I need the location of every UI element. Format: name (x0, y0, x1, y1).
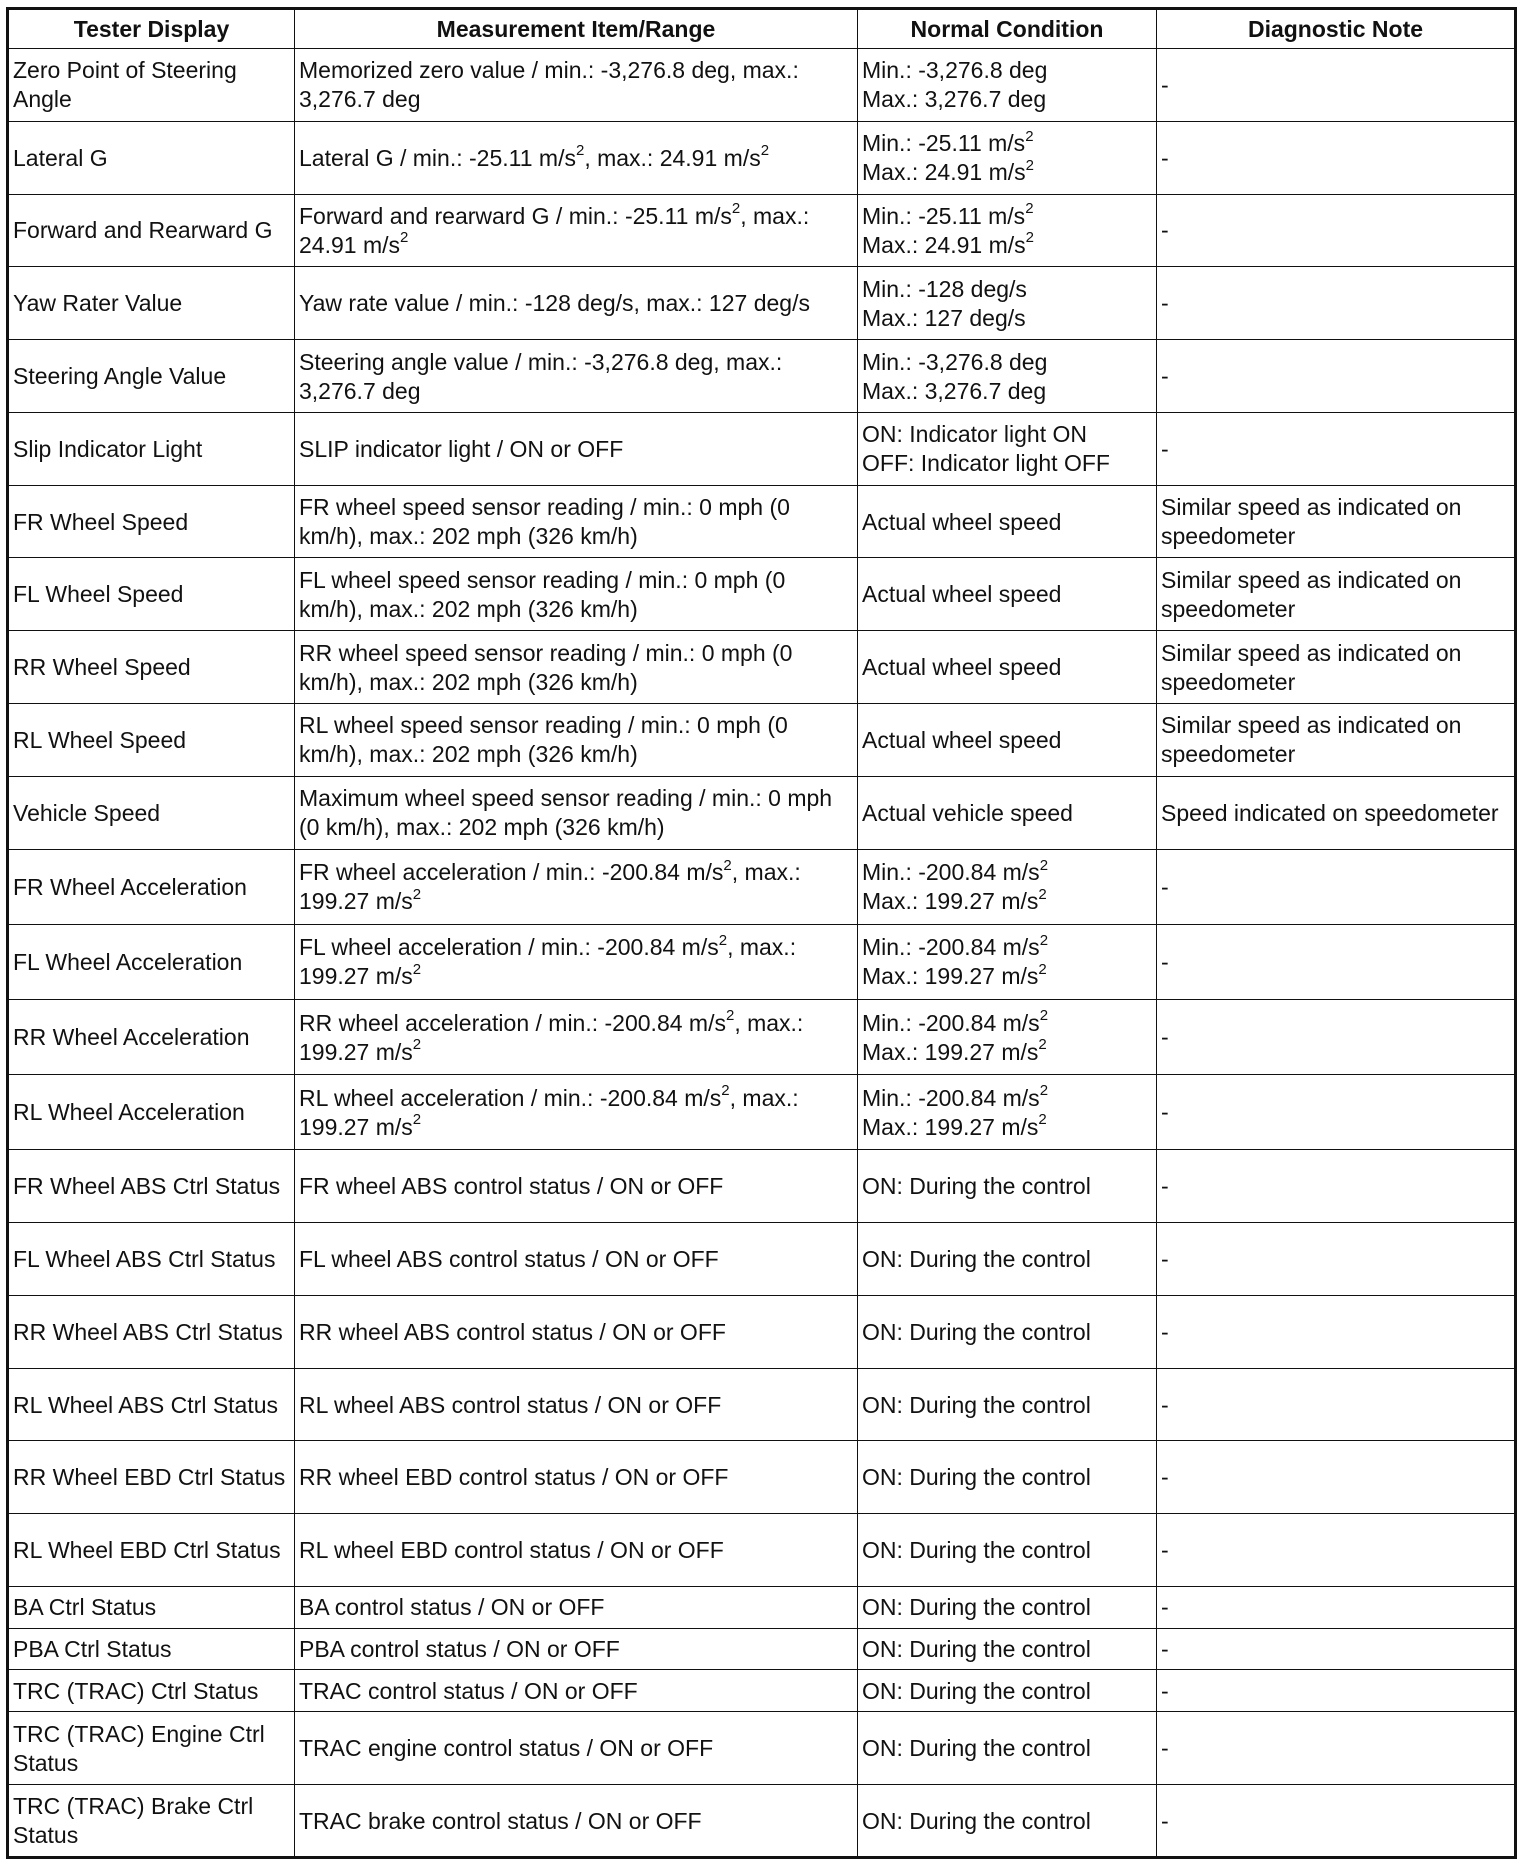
normal-condition-line: Max.: 127 deg/s (862, 304, 1026, 331)
cell-measurement-item: Forward and rearward G / min.: -25.11 $m/s^2$, max.: 24.91 $m/s^2$ (295, 194, 858, 267)
cell-measurement-item: TRAC engine control status / ON or OFF (295, 1712, 858, 1785)
cell-tester-display: Steering Angle Value (8, 340, 295, 413)
cell-measurement-item: Yaw rate value / min.: -128 deg/s, max.: 127 deg/s (295, 267, 858, 340)
cell-normal-condition (858, 1368, 1157, 1441)
table-row (8, 776, 1516, 849)
cell-diagnostic-note: Similar speed as indicated on speedometer (1157, 704, 1516, 777)
cell-normal-condition (858, 194, 1157, 267)
normal-condition-line: Min.: -3,276.8 deg (862, 57, 1048, 84)
normal-condition-line: Min.: -200.84 $m/s^2$ (862, 1082, 1049, 1111)
cell-measurement-item: TRAC brake control status / ON or OFF (295, 1785, 858, 1858)
cell-tester-display: Yaw Rater Value (8, 267, 295, 340)
cell-diagnostic-note: - (1157, 1368, 1516, 1441)
normal-condition-line: Max.: 199.27 $m/s^2$ (862, 885, 1047, 915)
cell-normal-condition (858, 1628, 1157, 1670)
normal-condition-line: ON: During the control (862, 1391, 1091, 1418)
cell-diagnostic-note: Speed indicated on speedometer (1157, 776, 1516, 849)
normal-condition-line: Min.: -25.11 $m/s^2$ (862, 200, 1034, 229)
cell-diagnostic-note: Similar speed as indicated on speedometer (1157, 631, 1516, 704)
cell-diagnostic-note: - (1157, 1712, 1516, 1785)
cell-tester-display: FR Wheel Speed (8, 485, 295, 558)
cell-measurement-item: RL wheel acceleration / min.: -200.84 $m/s^2$, max.: 199.27 $m/s^2$ (295, 1075, 858, 1150)
cell-tester-display: Slip Indicator Light (8, 412, 295, 485)
cell-normal-condition (858, 924, 1157, 999)
normal-condition-line: Max.: 24.91 $m/s^2$ (862, 156, 1034, 186)
cell-tester-display: RR Wheel Acceleration (8, 999, 295, 1074)
cell-normal-condition (858, 1514, 1157, 1587)
table-row (8, 558, 1516, 631)
cell-normal-condition (858, 49, 1157, 122)
cell-diagnostic-note: - (1157, 924, 1516, 999)
normal-condition-line: Min.: -25.11 $m/s^2$ (862, 127, 1034, 157)
header-measurement-item: Measurement Item/Range (295, 9, 858, 49)
normal-condition-line: ON: During the control (862, 1245, 1091, 1272)
cell-tester-display: TRC (TRAC) Engine Ctrl Status (8, 1712, 295, 1785)
cell-diagnostic-note: - (1157, 1223, 1516, 1296)
normal-condition-line: Min.: -200.84 $m/s^2$ (862, 1006, 1049, 1036)
cell-tester-display: Forward and Rearward G (8, 194, 295, 267)
cell-normal-condition (858, 1785, 1157, 1858)
cell-tester-display: RR Wheel EBD Ctrl Status (8, 1441, 295, 1514)
cell-tester-display: PBA Ctrl Status (8, 1628, 295, 1670)
cell-normal-condition (858, 999, 1157, 1074)
table-body (8, 49, 1516, 1858)
table-row (8, 1514, 1516, 1587)
cell-measurement-item: RR wheel EBD control status / ON or OFF (295, 1441, 858, 1514)
header-row (8, 9, 1516, 49)
table-row (8, 49, 1516, 122)
normal-condition-line: Actual wheel speed (862, 508, 1062, 535)
cell-measurement-item: FR wheel acceleration / min.: -200.84 $m/s^2$, max.: 199.27 $m/s^2$ (295, 849, 858, 924)
cell-measurement-item: TRAC control status / ON or OFF (295, 1670, 858, 1712)
cell-measurement-item: BA control status / ON or OFF (295, 1586, 858, 1628)
cell-measurement-item: Lateral G / min.: -25.11 $m/s^2$, max.: 24.91 $m/s^2$ (295, 121, 858, 194)
cell-diagnostic-note: - (1157, 1295, 1516, 1368)
normal-condition-line: Min.: -200.84 $m/s^2$ (862, 931, 1049, 961)
header-diagnostic-note: Diagnostic Note (1157, 9, 1516, 49)
cell-measurement-item: FL wheel acceleration / min.: -200.84 $m/s^2$, max.: 199.27 $m/s^2$ (295, 924, 858, 999)
cell-normal-condition (858, 1223, 1157, 1296)
cell-tester-display: TRC (TRAC) Ctrl Status (8, 1670, 295, 1712)
cell-normal-condition (858, 1670, 1157, 1712)
data-list-page (6, 7, 1514, 1859)
normal-condition-line: Max.: 24.91 $m/s^2$ (862, 229, 1034, 258)
table-row (8, 194, 1516, 267)
normal-condition-line: ON: During the control (862, 1807, 1091, 1834)
normal-condition-line: Max.: 3,276.7 deg (862, 377, 1047, 404)
table-row (8, 924, 1516, 999)
cell-normal-condition (858, 849, 1157, 924)
cell-diagnostic-note: - (1157, 849, 1516, 924)
cell-measurement-item: Memorized zero value / min.: -3,276.8 deg, max.: 3,276.7 deg (295, 49, 858, 122)
table-row (8, 412, 1516, 485)
normal-condition-line: Min.: -200.84 $m/s^2$ (862, 856, 1049, 886)
cell-diagnostic-note: - (1157, 1441, 1516, 1514)
cell-normal-condition (858, 340, 1157, 413)
table-row (8, 1712, 1516, 1785)
table-row (8, 1785, 1516, 1858)
normal-condition-line: ON: During the control (862, 1677, 1091, 1704)
cell-measurement-item: SLIP indicator light / ON or OFF (295, 412, 858, 485)
cell-diagnostic-note: - (1157, 999, 1516, 1074)
cell-diagnostic-note: - (1157, 121, 1516, 194)
cell-measurement-item: PBA control status / ON or OFF (295, 1628, 858, 1670)
cell-tester-display: RR Wheel ABS Ctrl Status (8, 1295, 295, 1368)
cell-diagnostic-note: Similar speed as indicated on speedometer (1157, 558, 1516, 631)
header-normal-condition: Normal Condition (858, 9, 1157, 49)
table-row (8, 267, 1516, 340)
table-row (8, 1586, 1516, 1628)
cell-measurement-item: FR wheel speed sensor reading / min.: 0 mph (0 km/h), max.: 202 mph (326 km/h) (295, 485, 858, 558)
table-row (8, 121, 1516, 194)
normal-condition-line: ON: During the control (862, 1594, 1091, 1621)
cell-normal-condition (858, 558, 1157, 631)
cell-tester-display: FR Wheel ABS Ctrl Status (8, 1150, 295, 1223)
cell-diagnostic-note: - (1157, 1075, 1516, 1150)
cell-normal-condition (858, 1586, 1157, 1628)
data-list-table (6, 7, 1517, 1859)
cell-diagnostic-note: - (1157, 1785, 1516, 1858)
cell-measurement-item: RR wheel ABS control status / ON or OFF (295, 1295, 858, 1368)
cell-tester-display: BA Ctrl Status (8, 1586, 295, 1628)
normal-condition-line: Max.: 199.27 $m/s^2$ (862, 1035, 1047, 1065)
cell-diagnostic-note: - (1157, 340, 1516, 413)
cell-diagnostic-note: - (1157, 1586, 1516, 1628)
cell-measurement-item: RL wheel ABS control status / ON or OFF (295, 1368, 858, 1441)
normal-condition-line: Min.: -3,276.8 deg (862, 348, 1048, 375)
cell-normal-condition (858, 267, 1157, 340)
cell-normal-condition (858, 121, 1157, 194)
table-row (8, 1368, 1516, 1441)
cell-tester-display: RL Wheel EBD Ctrl Status (8, 1514, 295, 1587)
cell-normal-condition (858, 631, 1157, 704)
cell-normal-condition (858, 704, 1157, 777)
cell-tester-display: RR Wheel Speed (8, 631, 295, 704)
cell-diagnostic-note: - (1157, 1670, 1516, 1712)
normal-condition-line: Max.: 199.27 $m/s^2$ (862, 960, 1047, 990)
cell-tester-display: Vehicle Speed (8, 776, 295, 849)
normal-condition-line: Max.: 3,276.7 deg (862, 86, 1047, 113)
cell-normal-condition (858, 412, 1157, 485)
cell-measurement-item: RL wheel speed sensor reading / min.: 0 mph (0 km/h), max.: 202 mph (326 km/h) (295, 704, 858, 777)
cell-diagnostic-note: - (1157, 412, 1516, 485)
cell-normal-condition (858, 1075, 1157, 1150)
cell-measurement-item: RR wheel acceleration / min.: -200.84 $m/s^2$, max.: 199.27 $m/s^2$ (295, 999, 858, 1074)
cell-diagnostic-note: Similar speed as indicated on speedometer (1157, 485, 1516, 558)
cell-tester-display: RL Wheel Acceleration (8, 1075, 295, 1150)
normal-condition-line: ON: During the control (862, 1636, 1091, 1663)
cell-tester-display: FR Wheel Acceleration (8, 849, 295, 924)
cell-diagnostic-note: - (1157, 194, 1516, 267)
normal-condition-line: Actual vehicle speed (862, 799, 1073, 826)
normal-condition-line: ON: During the control (862, 1173, 1091, 1200)
table-row (8, 1150, 1516, 1223)
cell-normal-condition (858, 485, 1157, 558)
normal-condition-line: ON: Indicator light ON (862, 421, 1087, 448)
normal-condition-line: Min.: -128 deg/s (862, 275, 1027, 302)
cell-tester-display: FL Wheel ABS Ctrl Status (8, 1223, 295, 1296)
table-row (8, 631, 1516, 704)
cell-normal-condition (858, 1441, 1157, 1514)
cell-tester-display: Zero Point of Steering Angle (8, 49, 295, 122)
cell-measurement-item: Steering angle value / min.: -3,276.8 deg, max.: 3,276.7 deg (295, 340, 858, 413)
table-row (8, 340, 1516, 413)
table-row (8, 485, 1516, 558)
table-row (8, 1075, 1516, 1150)
cell-tester-display: FL Wheel Speed (8, 558, 295, 631)
cell-diagnostic-note: - (1157, 1628, 1516, 1670)
header-tester-display: Tester Display (8, 9, 295, 49)
cell-normal-condition (858, 776, 1157, 849)
normal-condition-line: ON: During the control (862, 1464, 1091, 1491)
table-row (8, 1295, 1516, 1368)
table-row (8, 1628, 1516, 1670)
cell-tester-display: TRC (TRAC) Brake Ctrl Status (8, 1785, 295, 1858)
table-row (8, 1223, 1516, 1296)
normal-condition-line: Actual wheel speed (862, 726, 1062, 753)
cell-diagnostic-note: - (1157, 1514, 1516, 1587)
table-row (8, 999, 1516, 1074)
normal-condition-line: Actual wheel speed (862, 581, 1062, 608)
cell-measurement-item: FR wheel ABS control status / ON or OFF (295, 1150, 858, 1223)
cell-tester-display: Lateral G (8, 121, 295, 194)
normal-condition-line: OFF: Indicator light OFF (862, 450, 1110, 477)
cell-diagnostic-note: - (1157, 267, 1516, 340)
cell-normal-condition (858, 1712, 1157, 1785)
cell-measurement-item: FL wheel ABS control status / ON or OFF (295, 1223, 858, 1296)
cell-tester-display: RL Wheel ABS Ctrl Status (8, 1368, 295, 1441)
table-row (8, 1670, 1516, 1712)
normal-condition-line: ON: During the control (862, 1537, 1091, 1564)
normal-condition-line: Max.: 199.27 $m/s^2$ (862, 1111, 1047, 1140)
cell-diagnostic-note: - (1157, 1150, 1516, 1223)
normal-condition-line: ON: During the control (862, 1318, 1091, 1345)
normal-condition-line: Actual wheel speed (862, 654, 1062, 681)
cell-tester-display: FL Wheel Acceleration (8, 924, 295, 999)
cell-diagnostic-note: - (1157, 49, 1516, 122)
cell-tester-display: RL Wheel Speed (8, 704, 295, 777)
cell-normal-condition (858, 1150, 1157, 1223)
cell-measurement-item: Maximum wheel speed sensor reading / min.: 0 mph (0 km/h), max.: 202 mph (326 km/h) (295, 776, 858, 849)
cell-measurement-item: RL wheel EBD control status / ON or OFF (295, 1514, 858, 1587)
table-row (8, 849, 1516, 924)
table-row (8, 1441, 1516, 1514)
normal-condition-line: ON: During the control (862, 1735, 1091, 1762)
cell-normal-condition (858, 1295, 1157, 1368)
cell-measurement-item: RR wheel speed sensor reading / min.: 0 mph (0 km/h), max.: 202 mph (326 km/h) (295, 631, 858, 704)
table-row (8, 704, 1516, 777)
cell-measurement-item: FL wheel speed sensor reading / min.: 0 mph (0 km/h), max.: 202 mph (326 km/h) (295, 558, 858, 631)
